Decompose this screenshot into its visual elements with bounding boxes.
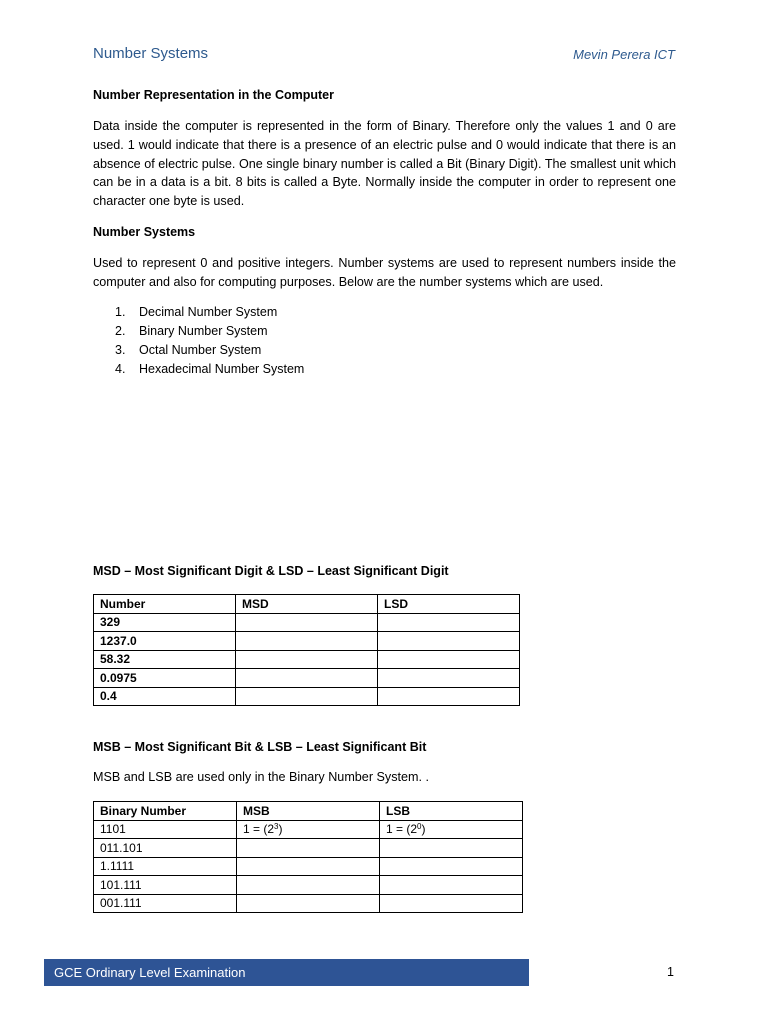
msb-lsb-table	[93, 801, 523, 913]
table-cell	[380, 876, 523, 895]
table-row	[94, 839, 523, 858]
table-cell	[237, 857, 380, 876]
table-row	[94, 687, 520, 706]
table-header-cell: Number	[94, 595, 236, 614]
list-item: 3. Octal Number System	[115, 343, 262, 357]
table-cell: $1 = (2^0)$	[380, 820, 523, 839]
table-cell: 0.4	[94, 687, 236, 706]
msd-lsd-table	[93, 594, 520, 706]
table-header-cell: LSB	[380, 802, 523, 821]
table-cell	[237, 839, 380, 858]
table-cell	[236, 669, 378, 688]
table-cell	[380, 857, 523, 876]
table-cell	[378, 669, 520, 688]
table-header-cell: MSB	[237, 802, 380, 821]
table-header-cell: MSD	[236, 595, 378, 614]
table-cell: 1101	[94, 820, 237, 839]
table-cell: 101.111	[94, 876, 237, 895]
table-header-cell: LSD	[378, 595, 520, 614]
table-cell: 0.0975	[94, 669, 236, 688]
section-heading-msd-lsd: MSD – Most Significant Digit & LSD – Least Significant Digit	[93, 564, 449, 578]
table-row	[94, 894, 523, 913]
table-header-cell: Binary Number	[94, 802, 237, 821]
table-cell	[378, 613, 520, 632]
page-number: 1	[667, 965, 674, 979]
table-cell: $1 = (2^3)$	[237, 820, 380, 839]
table-cell	[237, 876, 380, 895]
footer-bar: GCE Ordinary Level Examination	[44, 959, 529, 986]
table-cell: 1.1111	[94, 857, 237, 876]
table-row	[94, 857, 523, 876]
table-cell	[236, 650, 378, 669]
table-row	[94, 876, 523, 895]
table-header-row	[94, 595, 520, 614]
table-cell: 1237.0	[94, 632, 236, 651]
table-cell	[380, 894, 523, 913]
document-header-title: Number Systems	[93, 45, 209, 62]
list-item: 2. Binary Number System	[115, 324, 268, 338]
table-row	[94, 820, 523, 839]
table-cell: 58.32	[94, 650, 236, 669]
table-cell: 011.101	[94, 839, 237, 858]
list-item: 1. Decimal Number System	[115, 305, 278, 319]
table-cell: 001.111	[94, 894, 237, 913]
paragraph-representation: Data inside the computer is represented in the form of Binary. Therefore only the values 1 and 0 are used. 1 would indicate that there is a presence of an electric pulse and 0 would indicate that there is an absence of electric pulse. One single binary number is called a Bit (Binary Digit). The smallest unit which can be in a data is a bit. 8 bits is called a Byte. Normally inside the computer in order to represent one character one byte is used.	[93, 119, 676, 209]
table-cell	[237, 894, 380, 913]
number-systems-list	[93, 303, 304, 379]
table-cell: 329	[94, 613, 236, 632]
list-item: 4. Hexadecimal Number System	[115, 362, 305, 376]
table-row	[94, 669, 520, 688]
document-header-author: Mevin Perera ICT	[573, 47, 675, 62]
section-heading-representation: Number Representation in the Computer	[93, 88, 334, 102]
table-cell	[236, 687, 378, 706]
table-cell	[378, 632, 520, 651]
table-cell	[236, 613, 378, 632]
section-heading-msb-lsb: MSB – Most Significant Bit & LSB – Least Significant Bit	[93, 740, 427, 754]
table-row	[94, 632, 520, 651]
paragraph-msb-lsb: MSB and LSB are used only in the Binary Number System. .	[93, 770, 429, 784]
table-header-row	[94, 802, 523, 821]
table-cell	[236, 632, 378, 651]
table-cell	[378, 650, 520, 669]
table-row	[94, 613, 520, 632]
table-row	[94, 650, 520, 669]
table-cell	[380, 839, 523, 858]
section-heading-number-systems: Number Systems	[93, 225, 196, 239]
table-cell	[378, 687, 520, 706]
paragraph-number-systems: Used to represent 0 and positive integers. Number systems are used to represent numbers inside the computer and also for computing purposes. Below are the number systems which are used.	[93, 256, 676, 289]
